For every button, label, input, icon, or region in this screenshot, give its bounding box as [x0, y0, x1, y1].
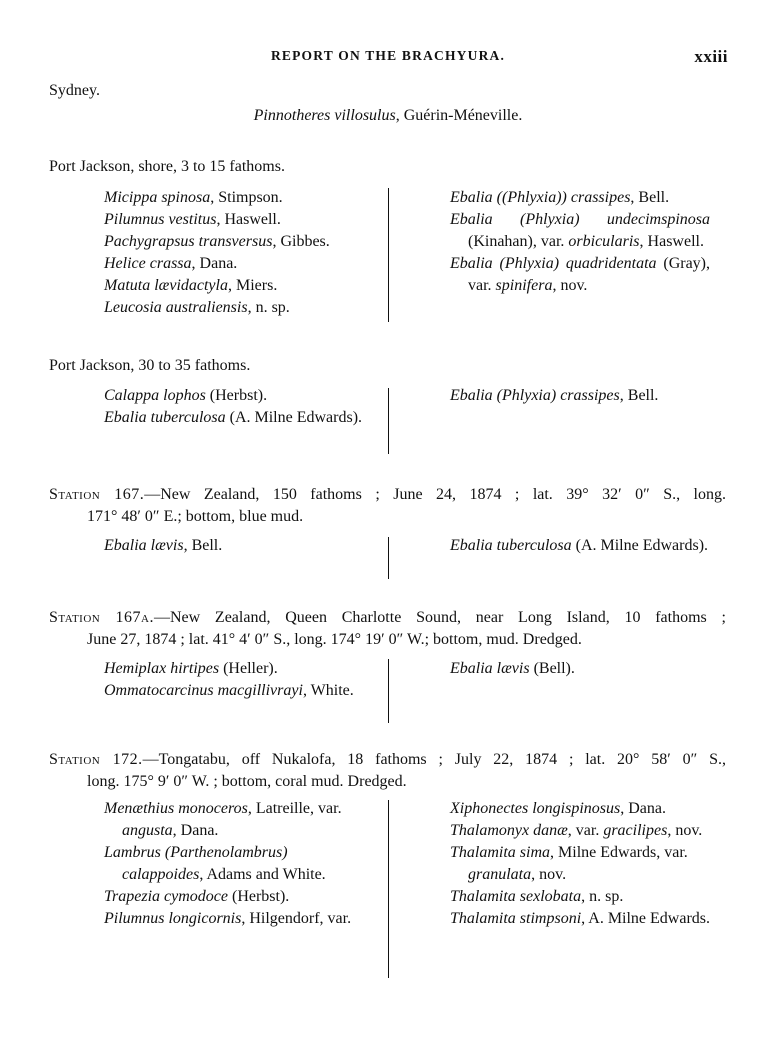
species-variety-authority: , nov. — [667, 822, 703, 839]
species-entry — [450, 535, 710, 557]
species-genus: Ebalia — [450, 387, 493, 404]
species-variety-authority: , nov. — [531, 866, 567, 883]
species-variety-authority: , Dana. — [172, 822, 219, 839]
species-name: Thalamita sima — [450, 844, 551, 861]
species-entry — [104, 680, 366, 702]
species-authority: , Haswell. — [216, 211, 281, 228]
species-authority: (Heller). — [219, 660, 278, 677]
right-species-column — [450, 187, 710, 297]
species-name: Thalamita sexlobata — [450, 888, 582, 905]
species-entry — [450, 253, 710, 297]
species-entry — [450, 798, 710, 820]
species-entry — [450, 820, 710, 842]
species-authority: (Bell). — [529, 660, 575, 677]
species-authority: , Miers. — [227, 277, 278, 294]
species-name: Trapezia cymodoce — [104, 888, 228, 905]
right-species-column — [450, 658, 710, 680]
species-name: Xiphonectes longispinosus — [450, 800, 621, 817]
species-name: Ebalia lævis — [450, 660, 530, 677]
station-label: Station 167a. — [49, 609, 154, 626]
species-entry: Ebalia ((Phlyxia)) crassipes, Bell. — [450, 189, 670, 206]
left-species-column — [104, 798, 366, 930]
species-authority: , Latreille, var. — [247, 800, 342, 817]
species-name: Ommatocarcinus macgillivrayi — [104, 682, 303, 699]
station-172-heading — [49, 749, 726, 793]
species-authority: (Gray), var. — [468, 255, 710, 294]
species-authority: , Milne Edwards, var. — [550, 844, 688, 861]
right-species-column — [450, 385, 710, 407]
species-subgenus: (Phlyxia) — [502, 189, 562, 206]
species-authority: (Herbst). — [227, 888, 290, 905]
species-authority: , Hilgendorf, var. — [241, 910, 352, 927]
station-label: Station 172. — [49, 751, 143, 768]
species-variety-authority: , Haswell. — [639, 233, 704, 250]
locality-sydney: Sydney. — [49, 82, 100, 99]
species-subgenus: (Phlyxia) — [520, 211, 580, 228]
species-entry — [450, 209, 710, 253]
species-authority: , n. sp. — [581, 888, 624, 905]
column-divider — [388, 537, 389, 579]
station-details: —Tongatabu, off Nukalofa, 18 fathoms ; July 22, 1874 ; lat. 20° 58′ 0″ S., — [142, 751, 727, 768]
species-authority: (Herbst). — [205, 387, 268, 404]
species-authority: (Kinahan), var. — [468, 233, 565, 250]
species-authority: , Dana. — [191, 255, 238, 272]
station-details-continued: June 27, 1874 ; lat. 41° 4′ 0″ S., long. 174° 19′ 0″ W.; bottom, mud. Dredged. — [87, 631, 582, 648]
running-header: REPORT ON THE BRACHYURA. — [270, 48, 506, 63]
species-genus: Ebalia — [450, 255, 493, 272]
species-name: Menæthius monoceros — [104, 800, 248, 817]
species-epithet: crassipes — [560, 387, 620, 404]
locality-port-jackson-shore: Port Jackson, shore, 3 to 15 fathoms. — [49, 158, 285, 175]
species-variety-authority: , nov. — [552, 277, 588, 294]
species-authority: , Stimpson. — [210, 189, 283, 206]
species-variety: granulata — [468, 866, 532, 883]
station-label: Station 167. — [49, 486, 145, 503]
species-authority: (A. Milne Edwards). — [571, 537, 709, 554]
species-name: Pachygrapsus transversus — [104, 233, 273, 250]
species-genus: Ebalia — [450, 189, 493, 206]
species-entry — [450, 842, 710, 886]
column-divider — [388, 388, 389, 454]
species-name: Leucosia australiensis — [104, 299, 248, 316]
right-species-column — [450, 535, 710, 557]
species-name: Hemiplax hirtipes — [104, 660, 220, 677]
species-authority: (A. Milne Edwards). — [225, 409, 363, 426]
species-authority: , White. — [302, 682, 354, 699]
species-name: Micippa spinosa — [104, 189, 211, 206]
species-variety: orbicularis — [568, 233, 640, 250]
species-entry — [104, 908, 366, 930]
species-subgenus: (Phlyxia) — [499, 255, 560, 272]
species-name: Pinnotheres villosulus — [253, 107, 396, 124]
species-name: Ebalia tuberculosa — [450, 537, 572, 554]
species-entry — [104, 297, 366, 319]
locality-port-jackson-deep: Port Jackson, 30 to 35 fathoms. — [49, 357, 251, 374]
species-epithet: quadridentata — [565, 255, 657, 272]
species-name: Thalamita stimpsoni — [450, 910, 582, 927]
species-name: Pilumnus vestitus — [104, 211, 217, 228]
right-species-column — [450, 798, 710, 930]
species-name: Thalamonyx danæ — [450, 822, 568, 839]
species-name: Ebalia lævis — [104, 537, 184, 554]
species-entry — [104, 886, 366, 908]
species-entry — [450, 886, 710, 908]
species-variety: gracilipes — [603, 822, 668, 839]
species-name: Matuta lævidactyla — [104, 277, 228, 294]
station-167a-heading — [49, 607, 726, 651]
species-entry — [450, 908, 710, 930]
species-authority: , A. Milne Edwards. — [581, 910, 711, 927]
species-name: Helice crassa — [104, 255, 192, 272]
species-entry — [104, 187, 366, 209]
species-name: Pilumnus longicornis — [104, 910, 242, 927]
station-details-continued: 171° 48′ 0″ E.; bottom, blue mud. — [87, 508, 304, 525]
species-authority: , Guérin-Méneville. — [395, 107, 523, 124]
species-variety: spinifera — [495, 277, 553, 294]
species-name: Ebalia tuberculosa — [104, 409, 226, 426]
species-genus: Lambrus — [104, 844, 161, 861]
species-entry — [104, 658, 366, 680]
station-details-continued: long. 175° 9′ 0″ W. ; bottom, coral mud. Dredged. — [87, 773, 407, 790]
species-subgenus: (Phlyxia) — [496, 387, 557, 404]
species-entry — [104, 535, 366, 557]
species-authority: , Bell. — [619, 387, 659, 404]
species-authority: , Bell. — [183, 537, 223, 554]
species-epithet: undecimspinosa — [606, 211, 710, 228]
station-details: —New Zealand, 150 fathoms ; June 24, 1874 ; lat. 39° 32′ 0″ S., long. — [144, 486, 727, 503]
species-authority: , Dana. — [620, 800, 666, 817]
species-epithet: calappoides — [122, 866, 200, 883]
left-species-column — [104, 385, 366, 429]
left-species-column — [104, 658, 366, 702]
species-epithet: crassipes — [570, 189, 631, 206]
species-entry — [450, 658, 710, 680]
species-entry — [104, 842, 366, 886]
species-authority: , Bell. — [630, 189, 670, 206]
column-divider — [388, 188, 389, 322]
station-details: —New Zealand, Queen Charlotte Sound, near Long Island, 10 fathoms ; — [153, 609, 726, 626]
species-name: Calappa lophos — [104, 387, 206, 404]
left-species-column — [104, 535, 366, 557]
species-entry — [104, 253, 366, 275]
column-divider — [388, 659, 389, 723]
species-authority: , n. sp. — [247, 299, 290, 316]
species-entry — [104, 209, 366, 231]
page-number: xxiii — [694, 47, 728, 66]
species-variety: angusta — [122, 822, 173, 839]
station-167-heading — [49, 484, 726, 528]
species-entry — [0, 105, 776, 127]
left-species-column — [104, 187, 366, 319]
species-genus: Ebalia — [450, 211, 493, 228]
species-authority: , var. — [567, 822, 600, 839]
species-entry — [104, 407, 366, 429]
species-authority: , Gibbes. — [272, 233, 330, 250]
species-entry — [104, 385, 366, 407]
species-entry — [450, 385, 710, 407]
species-authority: , Adams and White. — [199, 866, 326, 883]
species-entry — [104, 231, 366, 253]
species-entry — [104, 275, 366, 297]
species-subgenus: (Parthenolambrus) — [164, 844, 288, 861]
column-divider — [388, 800, 389, 978]
species-entry — [104, 798, 366, 842]
